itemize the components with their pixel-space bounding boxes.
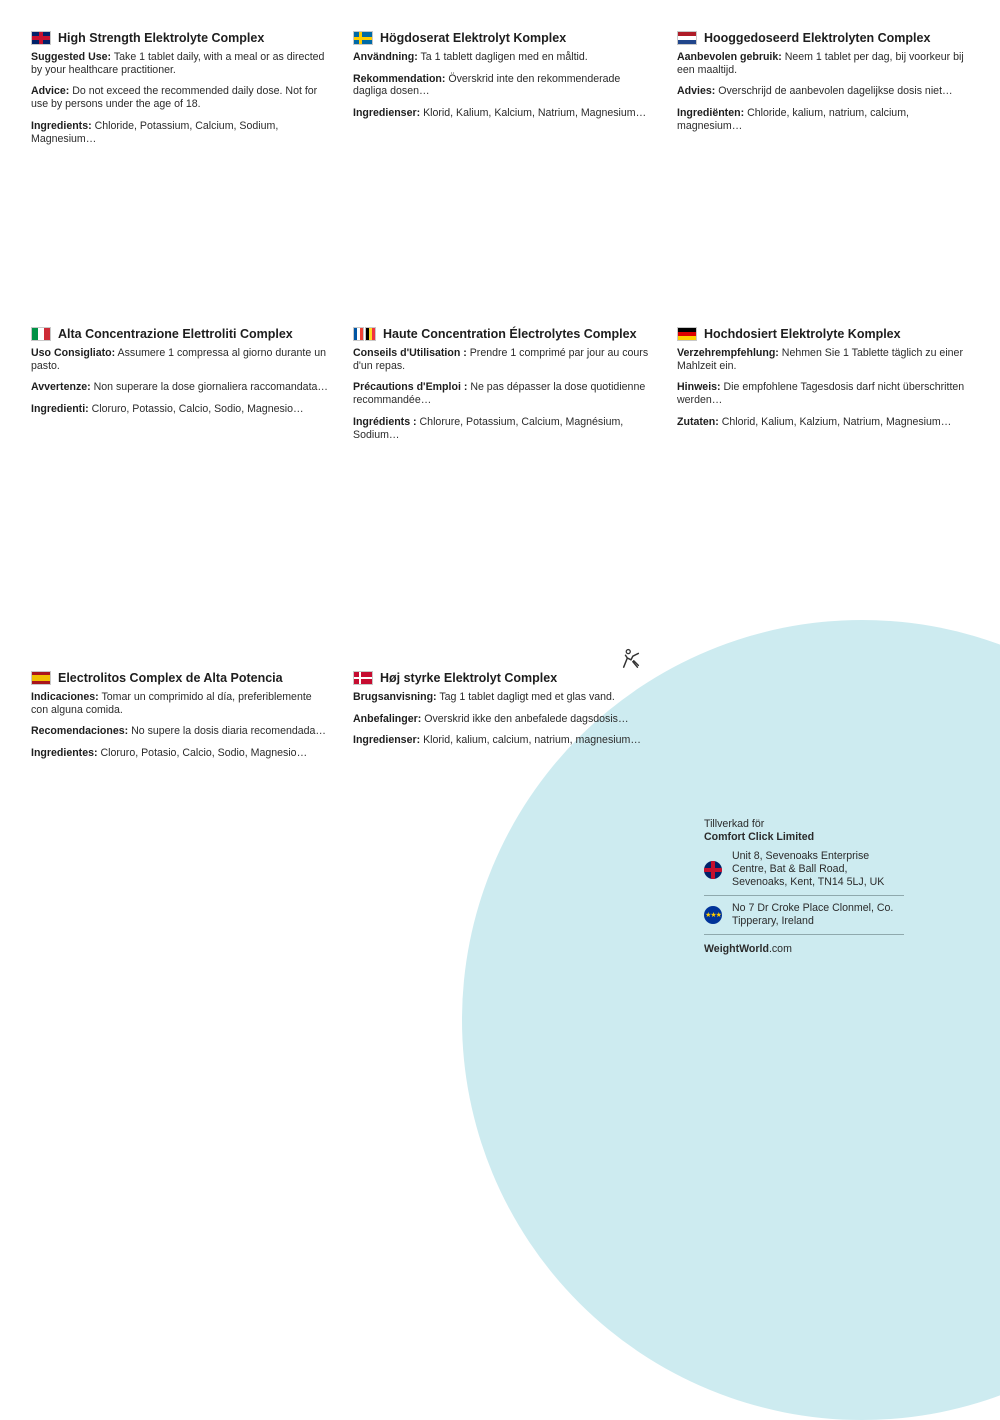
panel-es bbox=[31, 671, 329, 769]
panel-paragraph bbox=[353, 416, 651, 441]
panel-title: Hochdosiert Elektrolyte Komplex bbox=[677, 327, 975, 341]
panel-title: Haute Concentration Électrolytes Complex bbox=[353, 327, 651, 341]
denmark-flag-icon bbox=[353, 671, 373, 685]
paragraph-label: Aanbevolen gebruik: bbox=[677, 51, 782, 63]
panel-paragraph bbox=[677, 381, 975, 406]
eu-flag-icon: ★★★ bbox=[704, 906, 722, 924]
panel-title: High Strength Elektrolyte Complex bbox=[31, 31, 329, 45]
paragraph-text: Non superare la dose giornaliera raccomandata… bbox=[93, 381, 328, 394]
website-link[interactable]: WeightWorld.com bbox=[704, 943, 792, 955]
company-name: Comfort Click Limited bbox=[704, 831, 815, 843]
paragraph-text: Klorid, kalium, calcium, natrium, magnesium… bbox=[423, 734, 641, 747]
paragraph-label: Conseils d'Utilisation : bbox=[353, 347, 467, 359]
paragraph-label: Ingredientes: bbox=[31, 747, 98, 760]
uk-address-row bbox=[704, 844, 904, 896]
paragraph-label: Ingredienser: bbox=[353, 734, 421, 747]
paragraph-text: No supere la dosis diaria recomendada… bbox=[131, 725, 327, 738]
paragraph-label: Ingredienser: bbox=[353, 107, 421, 120]
paragraph-label: Ingredients: bbox=[31, 119, 92, 132]
paragraph-text: Assumere 1 compressa al giorno durante un pasto. bbox=[31, 347, 326, 372]
panel-paragraph bbox=[31, 725, 329, 738]
paragraph-text: Neem 1 tablet per dag, bij voorkeur bij een maaltijd. bbox=[677, 51, 964, 76]
paragraph-text: Nehmen Sie 1 Tablette täglich zu einer Mahlzeit ein. bbox=[677, 347, 963, 372]
panel-paragraph bbox=[353, 734, 651, 747]
paragraph-label: Advies: bbox=[677, 85, 716, 98]
panel-paragraph bbox=[31, 85, 329, 110]
panel-paragraph bbox=[31, 347, 329, 372]
tidyman-disposal-icon bbox=[620, 647, 642, 669]
panel-title: Hooggedoseerd Elektrolyten Complex bbox=[677, 31, 975, 45]
panel-paragraph bbox=[353, 107, 651, 120]
paragraph-text: Prendre 1 comprimé par jour au cours d'un repas. bbox=[353, 347, 649, 372]
panel-paragraph bbox=[677, 85, 975, 98]
made-for-label: Tillverkad för bbox=[704, 818, 765, 830]
paragraph-text: Chloride, kalium, natrium, calcium, magnesium… bbox=[677, 107, 909, 132]
paragraph-label: Indicaciones: bbox=[31, 691, 99, 703]
paragraph-label: Advice: bbox=[31, 85, 70, 98]
panel-title: Høj styrke Elektrolyt Complex bbox=[353, 671, 651, 685]
panel-paragraph bbox=[677, 51, 975, 76]
paragraph-text: Take 1 tablet daily, with a meal or as directed by your healthcare practitioner. bbox=[31, 51, 325, 76]
panel-paragraph bbox=[31, 403, 329, 416]
panel-paragraph bbox=[353, 347, 651, 372]
paragraph-label: Avvertenze: bbox=[31, 381, 91, 394]
paragraph-label: Zutaten: bbox=[677, 415, 719, 428]
paragraph-text: Overschrijd de aanbevolen dagelijkse dosis niet… bbox=[718, 85, 953, 98]
paragraph-text: Overskrid ikke den anbefalede dagsdosis… bbox=[424, 712, 629, 725]
paragraph-label: Användning: bbox=[353, 51, 418, 63]
italy-flag-icon bbox=[31, 327, 51, 341]
panel-title: Electrolitos Complex de Alta Potencia bbox=[31, 671, 329, 685]
paragraph-label: Verzehrempfehlung: bbox=[677, 347, 779, 359]
panel-fr bbox=[353, 327, 651, 450]
panel-en bbox=[31, 31, 329, 154]
paragraph-label: Brugsanvisning: bbox=[353, 691, 437, 703]
panel-de bbox=[677, 327, 975, 438]
paragraph-text: Överskrid inte den rekommenderade dagliga dosen… bbox=[353, 72, 621, 98]
panel-paragraph bbox=[353, 691, 651, 704]
paragraph-label: Uso Consigliato: bbox=[31, 347, 116, 359]
paragraph-label: Précautions d'Emploi : bbox=[353, 381, 468, 394]
manufacturer-block bbox=[704, 818, 904, 956]
uk-flag-icon bbox=[704, 861, 722, 879]
paragraph-label: Suggested Use: bbox=[31, 51, 112, 63]
panel-da bbox=[353, 671, 651, 756]
panel-paragraph bbox=[677, 416, 975, 429]
paragraph-label: Ingrédients : bbox=[353, 415, 417, 428]
paragraph-text: Cloruro, Potasio, Calcio, Sodio, Magnesio… bbox=[100, 747, 308, 760]
paragraph-text: Chloride, Potassium, Calcium, Sodium, Magnesium… bbox=[31, 119, 279, 145]
panel-paragraph bbox=[31, 381, 329, 394]
paragraph-text: Ta 1 tablett dagligen med en måltid. bbox=[420, 51, 588, 63]
paragraph-text: Chlorure, Potassium, Calcium, Magnésium, Sodium… bbox=[353, 415, 624, 441]
panel-paragraph bbox=[353, 73, 651, 98]
panel-title: Högdoserat Elektrolyt Komplex bbox=[353, 31, 651, 45]
eu-address: No 7 Dr Croke Place Clonmel, Co. Tipperary, Ireland bbox=[732, 902, 894, 927]
panel-it bbox=[31, 327, 329, 425]
uk-flag-icon bbox=[31, 31, 51, 45]
paragraph-text: Ne pas dépasser la dose quotidienne recommandée… bbox=[353, 381, 646, 407]
paragraph-label: Ingrediënten: bbox=[677, 107, 745, 120]
paragraph-label: Rekommendation: bbox=[353, 72, 446, 85]
paragraph-text: Klorid, Kalium, Kalcium, Natrium, Magnesium… bbox=[423, 107, 647, 120]
paragraph-text: Tomar un comprimido al día, preferiblemente con alguna comida. bbox=[31, 691, 312, 716]
panel-paragraph bbox=[353, 381, 651, 406]
paragraph-text: Do not exceed the recommended daily dose. Not for use by persons under the age of 18. bbox=[31, 85, 318, 111]
france-flag-icon bbox=[353, 327, 364, 341]
panel-paragraph bbox=[31, 747, 329, 760]
sweden-flag-icon bbox=[353, 31, 373, 45]
paragraph-text: Cloruro, Potassio, Calcio, Sodio, Magnesio… bbox=[91, 403, 304, 416]
panel-paragraph bbox=[31, 691, 329, 716]
panel-paragraph bbox=[677, 107, 975, 132]
belgium-flag-icon bbox=[365, 327, 376, 341]
netherlands-flag-icon bbox=[677, 31, 697, 45]
panel-sv bbox=[353, 31, 651, 129]
paragraph-label: Ingredienti: bbox=[31, 403, 89, 416]
paragraph-label: Anbefalinger: bbox=[353, 712, 422, 725]
paragraph-text: Chlorid, Kalium, Kalzium, Natrium, Magnesium… bbox=[721, 415, 952, 428]
germany-flag-icon bbox=[677, 327, 697, 341]
eu-address-row bbox=[704, 896, 904, 935]
panel-nl bbox=[677, 31, 975, 142]
paragraph-text: Tag 1 tablet dagligt med et glas vand. bbox=[439, 691, 615, 703]
panel-paragraph bbox=[31, 120, 329, 145]
paragraph-label: Hinweis: bbox=[677, 381, 721, 394]
panel-paragraph bbox=[353, 713, 651, 726]
uk-address: Unit 8, Sevenoaks Enterprise Centre, Bat & Ball Road, Sevenoaks, Kent, TN14 5LJ, UK bbox=[732, 850, 885, 888]
panel-paragraph bbox=[31, 51, 329, 76]
paragraph-text: Die empfohlene Tagesdosis darf nicht überschritten werden… bbox=[677, 381, 965, 407]
paragraph-label: Recomendaciones: bbox=[31, 725, 129, 738]
panel-paragraph bbox=[677, 347, 975, 372]
spain-flag-icon bbox=[31, 671, 51, 685]
panel-title: Alta Concentrazione Elettroliti Complex bbox=[31, 327, 329, 341]
panel-paragraph bbox=[353, 51, 651, 64]
